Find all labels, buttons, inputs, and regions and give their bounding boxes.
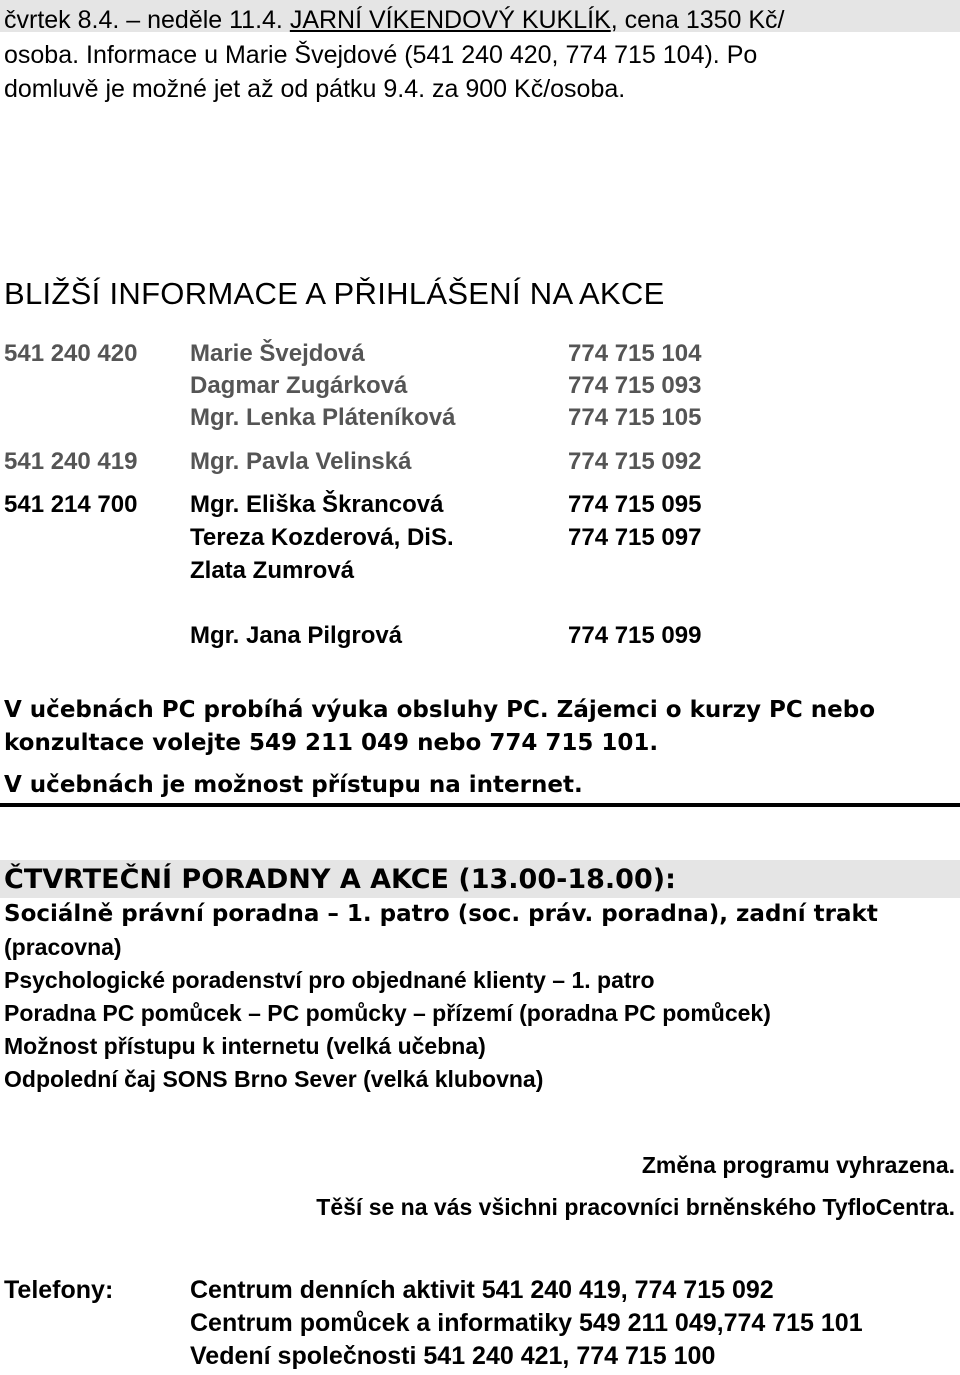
staff-greeting: Těší se na vás všichni pracovníci brněnského TyfloCentra. xyxy=(316,1194,955,1220)
contact-name: Mgr. Eliška Škrancová xyxy=(190,491,444,518)
phones-label: Telefony: xyxy=(4,1276,114,1304)
thursday-line-6: Odpolední čaj SONS Brno Sever (velká klubovna) xyxy=(4,1066,544,1092)
contact-name: Mgr. Pavla Velinská xyxy=(190,448,412,475)
mobile-phone: 774 715 093 xyxy=(568,372,702,399)
thursday-line-4: Poradna PC pomůcek – PC pomůcky – přízemí (poradna PC pomůcek) xyxy=(4,1000,771,1026)
contact-name: Marie Švejdová xyxy=(190,340,365,367)
thursday-line-1: Sociálně právní poradna – 1. patro (soc. práv. poradna), zadní trakt xyxy=(4,901,878,927)
contact-name: Mgr. Lenka Pláteníková xyxy=(190,404,456,431)
program-change-notice: Změna programu vyhrazena. xyxy=(641,1152,955,1178)
mobile-phone: 774 715 092 xyxy=(568,448,702,475)
section-divider xyxy=(0,803,960,807)
mobile-phone: 774 715 095 xyxy=(568,491,702,518)
event-title-link[interactable]: JARNÍ VÍKENDOVÝ KUKLÍK xyxy=(289,6,611,34)
contact-name: Zlata Zumrová xyxy=(190,557,355,584)
thursday-line-2: (pracovna) xyxy=(4,934,122,960)
mobile-phone: 774 715 104 xyxy=(568,340,702,367)
thursday-heading: ČTVRTEČNÍ PORADNY A AKCE (13.00-18.00): xyxy=(4,864,676,895)
contact-name: Mgr. Jana Pilgrová xyxy=(190,622,403,649)
pc-notice-line-2: konzultace volejte 549 211 049 nebo 774 715 101. xyxy=(4,730,659,756)
intro-price: , cena 1350 Kč/ xyxy=(610,6,785,34)
contact-name: Dagmar Zugárková xyxy=(190,372,408,399)
pc-notice-line-3: V učebnách je možnost přístupu na internet. xyxy=(4,772,583,798)
phone-line: Vedení společnosti 541 240 421, 774 715 100 xyxy=(190,1342,716,1370)
office-phone: 541 240 420 xyxy=(4,340,138,367)
mobile-phone: 774 715 105 xyxy=(568,404,702,431)
mobile-phone: 774 715 099 xyxy=(568,622,702,649)
thursday-line-5: Možnost přístupu k internetu (velká učebna) xyxy=(4,1033,486,1059)
intro-line-1 xyxy=(4,3,785,38)
contacts-heading: BLIŽŠÍ INFORMACE A PŘIHLÁŠENÍ NA AKCE xyxy=(4,276,665,311)
intro-date-range: čvrtek 8.4. – neděle 11.4. xyxy=(4,6,290,34)
contact-name: Tereza Kozderová, DiS. xyxy=(190,524,454,551)
pc-notice-line-1: V učebnách PC probíhá výuka obsluhy PC. Zájemci o kurzy PC nebo xyxy=(4,697,876,723)
phone-line: Centrum pomůcek a informatiky 549 211 049,774 715 101 xyxy=(190,1309,863,1337)
mobile-phone: 774 715 097 xyxy=(568,524,702,551)
intro-line-2: osoba. Informace u Marie Švejdové (541 240 420, 774 715 104). Po xyxy=(4,41,758,69)
thursday-line-3: Psychologické poradenství pro objednané klienty – 1. patro xyxy=(4,967,655,993)
intro-line-3: domluvě je možné jet až od pátku 9.4. za 900 Kč/osoba. xyxy=(4,75,626,103)
office-phone: 541 240 419 xyxy=(4,448,138,475)
office-phone: 541 214 700 xyxy=(4,491,138,518)
phone-line: Centrum denních aktivit 541 240 419, 774 715 092 xyxy=(190,1276,774,1304)
